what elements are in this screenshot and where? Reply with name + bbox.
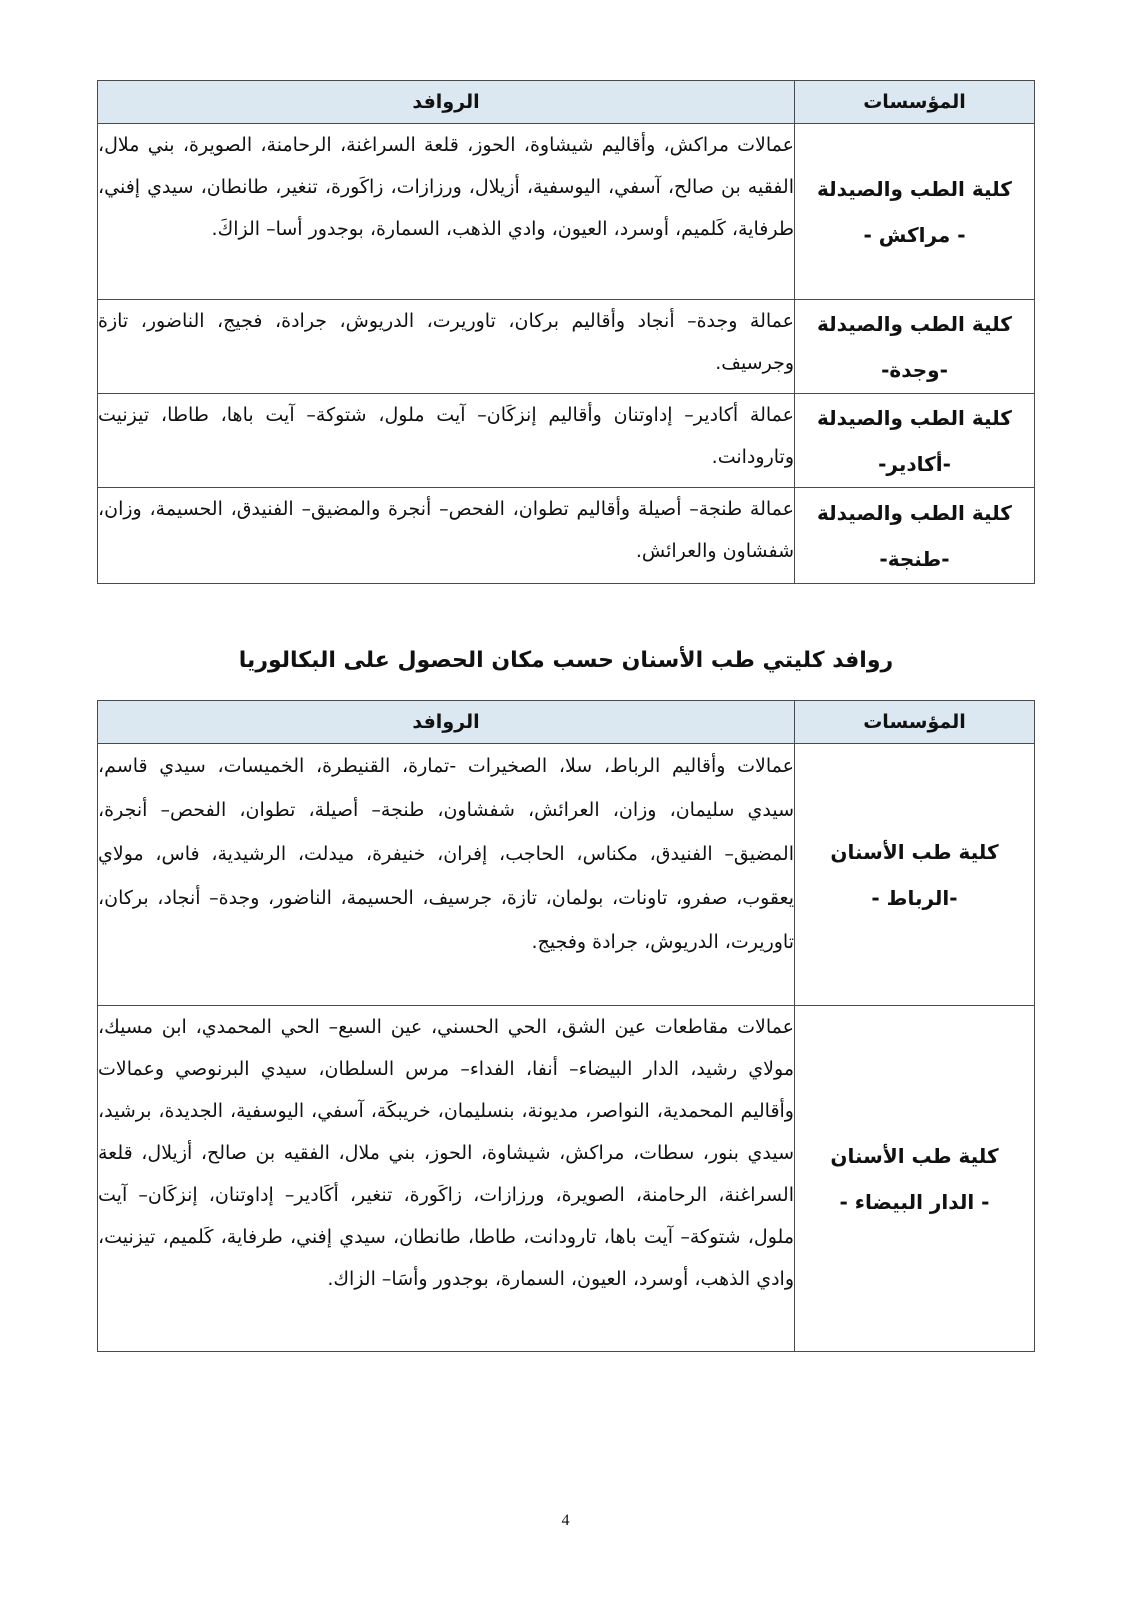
feeders-header: الروافد bbox=[98, 701, 795, 744]
table-row bbox=[98, 394, 1035, 488]
institution-cell bbox=[795, 124, 1035, 300]
table-row bbox=[98, 300, 1035, 394]
section-title: روافد كليتي طب الأسنان حسب مكان الحصول على البكالوريا bbox=[238, 648, 894, 673]
institution-cell bbox=[795, 1006, 1035, 1352]
institutions-header: المؤسسات bbox=[795, 81, 1035, 124]
institution-name: كلية الطب والصيدلة bbox=[817, 500, 1012, 525]
feeders-cell: عمالة أكادير– إداوتنان وأقاليم إنزكَان– آيت ملول، شتوكة– آيت باها، طاطا، تيزنيت وتارودانت. bbox=[98, 394, 795, 488]
institution-name: كلية الطب والصيدلة bbox=[817, 405, 1012, 430]
institution-name: كلية الطب والصيدلة bbox=[817, 176, 1012, 201]
feeders-cell: عمالة وجدة– أنجاد وأقاليم بركان، تاوريرت، الدريوش، جرادة، فجيج، الناضور، تازة وجرسيف. bbox=[98, 300, 795, 394]
feeders-cell: عمالات مراكش، وأقاليم شيشاوة، الحوز، قلعة السراغنة، الرحامنة، الصويرة، بني ملال، الفقيه بن صالح، آسفي، اليوسفية، أزيلال، ورزازات، زاكَورة، تنغير، طانطان، سيدي إفني، طرفاية، كَلميم، أوسرد، العيون، وادي الذهب، السمارة، بوجدور أسا– الزاكَ. bbox=[98, 124, 795, 300]
institution-city: -أكادير- bbox=[878, 451, 951, 476]
institution-cell bbox=[795, 394, 1035, 488]
institution-name: كلية طب الأسنان bbox=[830, 1143, 999, 1168]
institutions-header: المؤسسات bbox=[795, 701, 1035, 744]
institution-city: -الرباط - bbox=[871, 885, 958, 910]
feeders-cell: عمالة طنجة– أصيلة وأقاليم تطوان، الفحص– أنجرة والمضيق– الفنيدق، الحسيمة، وزان، شفشاون والعرائش. bbox=[98, 488, 795, 584]
feeders-cell: عمالات وأقاليم الرباط، سلا، الصخيرات -تمارة، القنيطرة، الخميسات، سيدي قاسم، سيدي سليمان، وزان، العرائش، شفشاون، طنجة– أصيلة، تطوان، الفحص– أنجرة، المضيق– الفنيدق، مكناس، الحاجب، إفران، خنيفرة، ميدلت، الرشيدية، فاس، مولاي يعقوب، صفرو، تاونات، بولمان، تازة، جرسيف، الحسيمة، الناضور، وجدة– أنجاد، بركان، تاوريرت، الدريوش، جرادة وفجيج. bbox=[98, 744, 795, 1006]
institution-name: كلية طب الأسنان bbox=[830, 839, 999, 864]
institution-name: كلية الطب والصيدلة bbox=[817, 311, 1012, 336]
institution-city: - الدار البيضاء - bbox=[839, 1189, 990, 1214]
medicine-faculties-table bbox=[97, 80, 1035, 584]
institution-cell bbox=[795, 488, 1035, 584]
institution-cell bbox=[795, 744, 1035, 1006]
table-row bbox=[98, 1006, 1035, 1352]
table-row bbox=[98, 744, 1035, 1006]
feeders-cell: عمالات مقاطعات عين الشق، الحي الحسني، عين السبع– الحي المحمدي، ابن مسيك، مولاي رشيد، الدار البيضاء– أنفا، الفداء– مرس السلطان، سيدي البرنوصي وعمالات وأقاليم المحمدية، النواصر، مديونة، بنسليمان، خريبكَة، آسفي، اليوسفية، الجديدة، برشيد، سيدي بنور، سطات، مراكش، شيشاوة، الحوز، بني ملال، الفقيه بن صالح، أزيلال، قلعة السراغنة، الرحامنة، الصويرة، ورزازات، زاكَورة، تنغير، أكَادير– إداوتنان، إنزكَان– آيت ملول، شتوكة– آيت باها، تارودانت، طاطا، طانطان، سيدي إفني، طرفاية، كَلميم، تيزنيت، وادي الذهب، أوسرد، العيون، السمارة، بوجدور وأسَا– الزاك. bbox=[98, 1006, 795, 1352]
dentistry-faculties-table bbox=[97, 700, 1035, 1352]
table-row bbox=[98, 488, 1035, 584]
institution-city: -وجدة- bbox=[881, 357, 948, 382]
table-header-row bbox=[98, 701, 1035, 744]
institution-cell bbox=[795, 300, 1035, 394]
institution-city: - مراكش - bbox=[863, 222, 966, 247]
table-row bbox=[98, 124, 1035, 300]
institution-city: -طنجة- bbox=[879, 546, 950, 571]
table-header-row bbox=[98, 81, 1035, 124]
feeders-header: الروافد bbox=[98, 81, 795, 124]
page-number: 4 bbox=[561, 1512, 570, 1529]
